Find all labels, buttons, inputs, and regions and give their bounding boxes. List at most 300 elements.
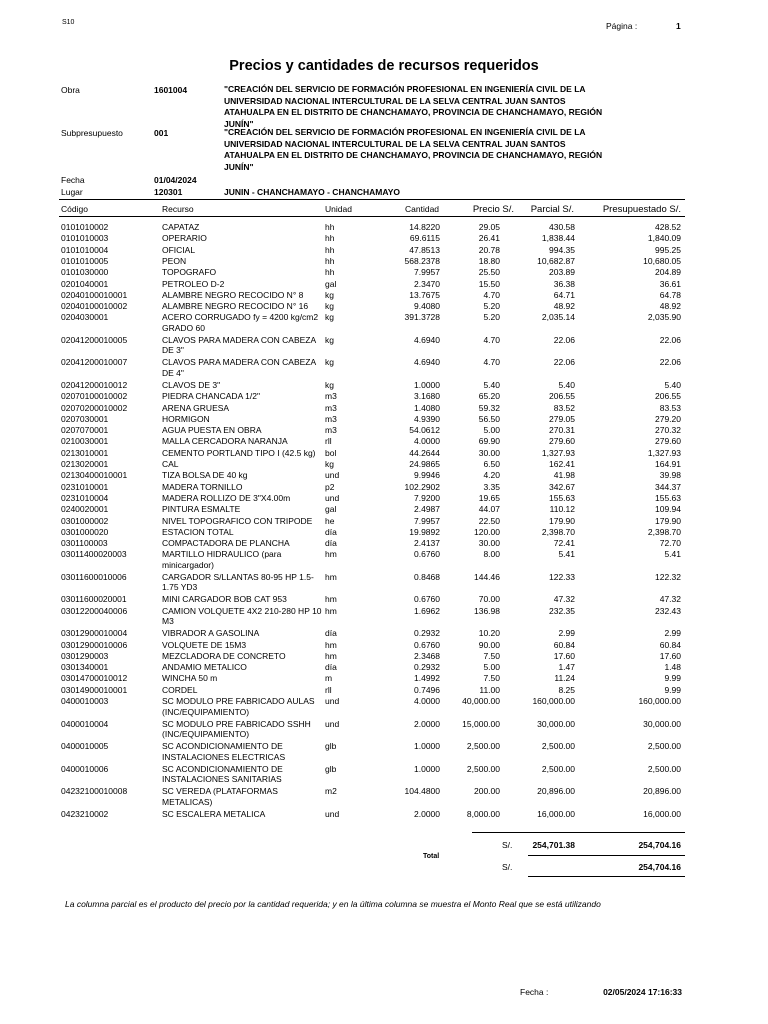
row-price: 6.50 (483, 459, 500, 469)
row-resource: CORDEL (162, 684, 198, 695)
row-code: 0207030001 (61, 413, 109, 424)
row-code: 02130400010001 (61, 470, 128, 481)
row-partial: 8.25 (558, 684, 575, 695)
fecha-label: Fecha (61, 175, 85, 185)
lugar-code: 120301 (154, 187, 183, 197)
row-unit: hh (325, 244, 335, 255)
row-price: 15,000.00 (462, 718, 500, 729)
lugar-description: JUNIN - CHANCHAMAYO - CHANCHAMAYO (224, 187, 400, 197)
obra-description: "CREACIÓN DEL SERVICIO DE FORMACIÓN PROFESIONAL EN INGENIERÍA CIVIL DE LA UNIVERSIDAD NACIONAL INTERCULTURAL DE LA SELVA CENTRAL JUAN SANTOS ATAHUALPA EN EL DISTRITO DE CHANCHAMAYO, PROVINCIA DE CHANCHAMAYO, REGIÓN JUNÍN" (224, 84, 603, 129)
row-price: 10.20 (478, 628, 500, 639)
subpresupuesto-description: "CREACIÓN DEL SERVICIO DE FORMACIÓN PROFESIONAL EN INGENIERÍA CIVIL DE LA UNIVERSIDAD NACIONAL INTERCULTURAL DE LA SELVA CENTRAL JUAN SANTOS ATAHUALPA EN EL DISTRITO DE CHANCHAMAYO, PROVINCIA DE CHANCHAMAYO, REGIÓN JUNÍN" (224, 127, 603, 172)
page-label: Página : (606, 21, 638, 31)
row-partial: 232.35 (549, 605, 575, 616)
row-budget: 2,500.00 (647, 741, 681, 751)
row-qty: 7.9200 (414, 492, 440, 503)
row-partial: 122.33 (549, 571, 575, 582)
row-resource: VIBRADOR A GASOLINA (162, 628, 260, 639)
row-partial: 2,500.00 (541, 741, 575, 751)
row-unit: kg (325, 334, 334, 345)
row-resource: ALAMBRE NEGRO RECOCIDO N° 16 (162, 301, 309, 312)
row-unit: hh (325, 255, 335, 266)
row-code: 0101010004 (61, 244, 109, 255)
row-partial: 22.06 (553, 357, 575, 368)
row-partial: 17.60 (553, 650, 575, 661)
row-resource: TIZA BOLSA DE 40 kg (162, 470, 248, 481)
row-price: 15.50 (478, 278, 500, 289)
row-code: 02041200010005 (61, 334, 128, 345)
row-code: 03012900010006 (61, 639, 128, 650)
row-unit: día (325, 628, 337, 639)
row-partial: 203.89 (549, 267, 575, 278)
totals-top-rule (472, 832, 685, 833)
row-budget: 279.20 (655, 413, 681, 424)
row-code: 0101010005 (61, 255, 109, 266)
row-unit: kg (325, 312, 334, 323)
row-budget: 2,500.00 (647, 763, 681, 774)
row-unit: und (325, 470, 340, 481)
row-code: 0423210002 (61, 808, 109, 819)
row-price: 3.35 (483, 481, 500, 492)
row-price: 7.50 (483, 673, 500, 684)
row-price: 120.00 (474, 526, 500, 537)
row-qty: 9.4080 (414, 301, 440, 312)
row-partial: 994.35 (549, 244, 575, 255)
row-partial: 83.52 (553, 402, 575, 413)
row-partial: 2,398.70 (541, 526, 575, 537)
total-label: Total (423, 853, 440, 860)
row-budget: 204.89 (655, 267, 681, 278)
row-unit: p2 (325, 481, 335, 492)
row-code: 03011600010006 (61, 571, 127, 582)
row-resource: MADERA TORNILLO (162, 481, 243, 492)
col-header-qty: Cantidad (405, 204, 440, 214)
row-budget: 1.48 (664, 662, 681, 673)
row-price: 20.78 (478, 244, 500, 255)
row-budget: 30,000.00 (643, 718, 681, 729)
row-resource: SC VEREDA (PLATAFORMAS METALICAS) (162, 786, 278, 807)
row-partial: 30,000.00 (537, 718, 575, 729)
row-resource: CLAVOS PARA MADERA CON CABEZA DE 4" (162, 357, 316, 378)
row-price: 8.00 (483, 549, 500, 560)
row-budget: 60.84 (659, 639, 681, 650)
row-qty: 4.0000 (414, 696, 440, 706)
row-partial: 270.31 (549, 425, 575, 436)
footer-datetime: 02/05/2024 17:16:33 (603, 987, 682, 997)
row-code: 04232100010008 (61, 786, 128, 796)
row-budget: 155.63 (655, 492, 681, 503)
row-partial: 60.84 (553, 639, 575, 650)
row-resource: SC MODULO PRE FABRICADO AULAS (INC/EQUIPAMIENTO) (162, 696, 315, 717)
row-partial: 41.98 (553, 470, 575, 481)
row-resource: SC MODULO PRE FABRICADO SSHH (INC/EQUIPAMIENTO) (162, 718, 311, 739)
row-budget: 5.41 (664, 549, 681, 560)
row-qty: 54.0612 (409, 425, 440, 436)
row-code: 0207070001 (61, 425, 109, 436)
row-unit: he (325, 515, 335, 526)
row-unit: hm (325, 639, 337, 650)
total-currency-2: S/. (502, 862, 513, 872)
row-partial: 162.41 (549, 459, 575, 469)
row-qty: 1.4080 (414, 402, 440, 413)
row-unit: m3 (325, 413, 337, 424)
total-currency-1: S/. (502, 840, 513, 850)
row-budget: 16,000.00 (643, 808, 681, 819)
row-partial: 10,682.87 (537, 255, 575, 266)
row-partial: 64.71 (553, 289, 575, 300)
row-qty: 69.6115 (409, 233, 440, 244)
row-price: 5.20 (483, 312, 500, 323)
row-qty: 4.9390 (414, 413, 440, 424)
row-unit: kg (325, 379, 334, 390)
lugar-label: Lugar (61, 187, 83, 197)
row-qty: 3.1680 (414, 391, 440, 402)
row-unit: und (325, 808, 340, 819)
row-price: 11.00 (479, 684, 500, 695)
row-unit: hh (325, 222, 335, 232)
row-resource: CAMION VOLQUETE 4X2 210-280 HP 10 M3 (162, 605, 322, 627)
row-budget: 5.40 (664, 379, 681, 390)
row-resource: OFICIAL (162, 244, 196, 255)
row-unit: kg (325, 301, 334, 312)
row-qty: 391.3728 (404, 312, 440, 323)
row-resource: NIVEL TOPOGRAFICO CON TRIPODE (162, 515, 313, 526)
row-code: 0400010004 (61, 718, 109, 729)
row-price: 4.70 (483, 334, 500, 345)
row-unit: und (325, 718, 340, 729)
row-price: 5.00 (483, 662, 500, 673)
row-unit: día (325, 538, 337, 549)
row-unit: m3 (325, 391, 337, 402)
col-header-unit: Unidad (325, 204, 352, 214)
header-top-rule (59, 199, 685, 200)
row-budget: 164.91 (655, 459, 681, 469)
row-budget: 72.70 (659, 538, 681, 549)
row-price: 5.40 (483, 379, 500, 390)
row-code: 0101010002 (61, 222, 109, 232)
row-resource: OPERARIO (162, 233, 207, 244)
row-code: 03011400020003 (61, 549, 127, 560)
row-unit: bol (325, 447, 337, 458)
row-unit: kg (325, 289, 334, 300)
row-price: 22.50 (478, 515, 500, 526)
row-code: 0301000002 (61, 515, 109, 526)
col-header-resource: Recurso (162, 204, 194, 214)
row-qty: 14.8220 (409, 222, 440, 232)
subpresupuesto-label: Subpresupuesto (61, 128, 123, 138)
col-header-code: Código (61, 204, 88, 214)
row-price: 25.50 (478, 267, 500, 278)
total-budget: 254,704.16 (638, 840, 681, 850)
totals-mid-rule (528, 855, 685, 856)
row-qty: 13.7675 (409, 289, 440, 300)
row-resource: PETROLEO D-2 (162, 278, 225, 289)
grand-total: 254,704.16 (638, 862, 681, 872)
row-resource: ALAMBRE NEGRO RECOCIDO N° 8 (162, 289, 304, 300)
subpresupuesto-code: 001 (154, 128, 169, 138)
row-qty: 24.9865 (409, 459, 440, 469)
row-budget: 270.32 (655, 425, 681, 436)
row-resource: CAL (162, 459, 179, 469)
row-resource: TOPOGRAFO (162, 267, 217, 278)
row-resource: ESTACION TOTAL (162, 526, 234, 537)
row-price: 4.70 (483, 357, 500, 368)
row-price: 65.20 (478, 391, 500, 402)
row-budget: 17.60 (659, 650, 681, 661)
row-budget: 1,840.09 (647, 233, 681, 244)
row-budget: 83.53 (659, 402, 681, 413)
row-code: 0301100003 (61, 538, 108, 549)
row-resource: CARGADOR S/LLANTAS 80-95 HP 1.5-1.75 YD3 (162, 571, 314, 593)
row-resource: PEON (162, 255, 187, 266)
row-budget: 2,035.90 (647, 312, 681, 323)
row-qty: 7.9957 (414, 515, 440, 526)
col-header-price: Precio S/. (472, 204, 514, 215)
row-price: 70.00 (478, 594, 500, 605)
row-qty: 2.3470 (414, 278, 440, 289)
row-budget: 109.94 (655, 504, 681, 515)
row-budget: 428.52 (655, 222, 681, 232)
row-partial: 11.24 (554, 673, 575, 684)
row-price: 30.00 (478, 538, 500, 549)
row-qty: 4.0000 (414, 436, 440, 447)
row-partial: 2,500.00 (541, 763, 575, 774)
row-price: 2,500.00 (466, 763, 500, 774)
row-partial: 16,000.00 (537, 808, 575, 819)
row-resource: VOLQUETE DE 15M3 (162, 639, 247, 650)
row-code: 0400010003 (61, 696, 109, 706)
row-code: 0101030000 (61, 267, 109, 278)
row-code: 03014700010012 (61, 673, 128, 684)
row-partial: 72.41 (553, 538, 575, 549)
row-budget: 344.37 (655, 481, 681, 492)
row-price: 5.20 (483, 301, 500, 312)
row-resource: ACERO CORRUGADO fy = 4200 kg/cm2 GRADO 60 (162, 312, 319, 333)
row-unit: gal (325, 278, 337, 289)
row-unit: und (325, 696, 340, 706)
row-budget: 2,398.70 (647, 526, 681, 537)
obra-label: Obra (61, 85, 80, 95)
row-budget: 995.25 (655, 244, 681, 255)
obra-code: 1601004 (154, 85, 188, 95)
row-price: 30.00 (478, 447, 500, 458)
row-code: 02070100010002 (61, 391, 128, 402)
row-partial: 1,327.93 (541, 447, 575, 458)
row-resource: ANDAMIO METALICO (162, 662, 247, 673)
row-code: 02041200010007 (61, 357, 128, 368)
row-qty: 1.4992 (414, 673, 440, 684)
row-budget: 22.06 (659, 357, 681, 368)
row-qty: 2.4987 (414, 504, 440, 515)
row-partial: 279.60 (549, 436, 575, 447)
row-unit: hm (325, 594, 337, 605)
row-price: 90.00 (478, 639, 500, 650)
row-unit: rll (325, 684, 332, 695)
row-unit: gal (325, 504, 337, 515)
row-unit: día (325, 662, 337, 673)
row-code: 0231010001 (61, 481, 109, 492)
row-unit: kg (325, 357, 334, 368)
row-qty: 0.2932 (414, 628, 440, 639)
row-code: 03014900010001 (61, 684, 128, 695)
row-price: 69.90 (478, 436, 500, 447)
row-unit: m (325, 673, 333, 684)
row-partial: 1,838.44 (541, 233, 575, 244)
row-code: 03011600020001 (61, 594, 127, 605)
row-price: 4.20 (483, 470, 500, 481)
row-budget: 206.55 (655, 391, 681, 402)
row-resource: SC ESCALERA METALICA (162, 808, 266, 819)
row-resource: COMPACTADORA DE PLANCHA (162, 538, 290, 549)
row-partial: 48.92 (553, 301, 575, 312)
row-budget: 47.32 (659, 594, 681, 605)
row-budget: 232.43 (655, 605, 681, 616)
report-code: S10 (62, 19, 75, 26)
row-code: 03012900010004 (61, 628, 128, 639)
row-qty: 102.2902 (404, 481, 440, 492)
row-budget: 22.06 (659, 334, 681, 345)
row-price: 136.98 (474, 605, 500, 616)
row-budget: 9.99 (664, 684, 681, 695)
row-partial: 20,896.00 (537, 786, 575, 796)
row-code: 02040100010002 (61, 301, 128, 312)
page-title: Precios y cantidades de recursos requeridos (229, 58, 539, 74)
row-code: 0231010004 (61, 492, 109, 503)
row-resource: CLAVOS PARA MADERA CON CABEZA DE 3" (162, 334, 316, 356)
row-unit: m3 (325, 425, 337, 436)
row-unit: día (325, 526, 337, 537)
row-price: 29.05 (478, 222, 500, 232)
row-price: 4.70 (483, 289, 500, 300)
row-budget: 1,327.93 (647, 447, 681, 458)
row-price: 59.32 (478, 402, 500, 413)
col-header-budget: Presupuestado S/. (602, 204, 681, 215)
row-unit: rll (325, 436, 332, 447)
row-partial: 2.99 (558, 628, 575, 639)
fecha-value: 01/04/2024 (154, 175, 197, 185)
row-budget: 2.99 (664, 628, 681, 639)
row-partial: 206.55 (549, 391, 575, 402)
row-unit: hm (325, 650, 337, 661)
row-qty: 2.3468 (414, 650, 440, 661)
row-partial: 279.05 (549, 413, 575, 424)
row-partial: 36.38 (553, 278, 575, 289)
row-qty: 4.6940 (414, 357, 440, 368)
row-budget: 39.98 (659, 470, 681, 481)
row-code: 0240020001 (61, 504, 109, 515)
row-qty: 104.4800 (404, 786, 440, 796)
row-resource: SC ACONDICIONAMIENTO DE INSTALACIONES SANITARIAS (162, 763, 283, 784)
row-resource: AGUA PUESTA EN OBRA (162, 425, 262, 436)
row-price: 19.65 (478, 492, 500, 503)
row-code: 0301000020 (61, 526, 109, 537)
row-resource: MALLA CERCADORA NARANJA (162, 436, 288, 447)
row-resource: MARTILLO HIDRAULICO (para minicargador) (162, 549, 282, 570)
footnote: La columna parcial es el producto del precio por la cantidad requerida; y en la última columna se muestra el Monto Real que se está utilizando (65, 899, 601, 909)
row-partial: 5.40 (558, 379, 575, 390)
row-code: 0204030001 (61, 312, 109, 323)
row-qty: 19.9892 (409, 526, 440, 537)
row-resource: ARENA GRUESA (162, 402, 230, 413)
row-price: 56.50 (478, 413, 500, 424)
row-price: 44.07 (478, 504, 500, 515)
row-qty: 0.8468 (414, 571, 440, 582)
row-qty: 4.6940 (414, 334, 440, 345)
row-code: 0301340001 (61, 662, 109, 673)
row-resource: CAPATAZ (162, 222, 200, 232)
row-qty: 47.8513 (409, 244, 440, 255)
row-budget: 20,896.00 (643, 786, 681, 796)
row-unit: hh (325, 233, 335, 244)
row-qty: 9.9946 (414, 470, 440, 481)
row-price: 7.50 (483, 650, 500, 661)
row-partial: 342.67 (549, 481, 575, 492)
row-budget: 48.92 (659, 301, 681, 312)
row-resource: MINI CARGADOR BOB CAT 953 (162, 594, 287, 605)
row-budget: 9.99 (664, 673, 681, 684)
row-resource: SC ACONDICIONAMIENTO DE INSTALACIONES ELECTRICAS (162, 741, 286, 762)
row-unit: hm (325, 571, 337, 582)
row-qty: 0.6760 (414, 639, 440, 650)
row-code: 03012200040006 (61, 605, 128, 616)
row-price: 200.00 (474, 786, 500, 796)
header-bottom-rule (59, 216, 685, 217)
footer-fecha-label: Fecha : (520, 987, 549, 997)
row-code: 0213010001 (61, 447, 109, 458)
row-budget: 279.60 (655, 436, 681, 447)
row-price: 2,500.00 (466, 741, 500, 751)
row-partial: 179.90 (549, 515, 575, 526)
row-code: 02070200010002 (61, 402, 128, 413)
row-price: 40,000.00 (462, 696, 500, 706)
row-price: 8,000.00 (466, 808, 500, 819)
row-partial: 110.12 (549, 504, 575, 515)
row-resource: WINCHA 50 m (162, 673, 218, 684)
row-code: 0213020001 (61, 459, 109, 469)
row-resource: HORMIGON (162, 413, 210, 424)
row-code: 0400010006 (61, 763, 109, 774)
row-qty: 568.2378 (404, 255, 440, 266)
row-partial: 22.06 (553, 334, 575, 345)
row-qty: 2.4137 (414, 538, 440, 549)
row-unit: und (325, 492, 340, 503)
row-resource: PINTURA ESMALTE (162, 504, 241, 515)
row-resource: CLAVOS DE 3" (162, 379, 221, 390)
row-code: 0201040001 (61, 278, 109, 289)
row-partial: 2,035.14 (541, 312, 575, 323)
row-qty: 1.6962 (414, 605, 440, 616)
page-number: 1 (676, 21, 681, 31)
row-code: 0301290003 (61, 650, 109, 661)
row-resource: MEZCLADORA DE CONCRETO (162, 650, 286, 661)
row-unit: hm (325, 549, 337, 560)
row-qty: 7.9957 (414, 267, 440, 278)
row-code: 02040100010001 (61, 289, 128, 300)
row-qty: 0.2932 (414, 662, 440, 673)
row-qty: 0.6760 (414, 549, 440, 560)
row-unit: m2 (325, 786, 337, 796)
row-resource: CEMENTO PORTLAND TIPO I (42.5 kg) (162, 447, 316, 458)
row-qty: 2.0000 (414, 718, 440, 729)
row-code: 02041200010012 (61, 379, 128, 390)
row-price: 5.00 (483, 425, 500, 436)
total-partial: 254,701.38 (532, 840, 575, 850)
row-partial: 430.58 (549, 222, 575, 232)
row-budget: 64.78 (659, 289, 681, 300)
row-unit: glb (325, 741, 337, 751)
row-unit: m3 (325, 402, 337, 413)
row-partial: 47.32 (553, 594, 575, 605)
